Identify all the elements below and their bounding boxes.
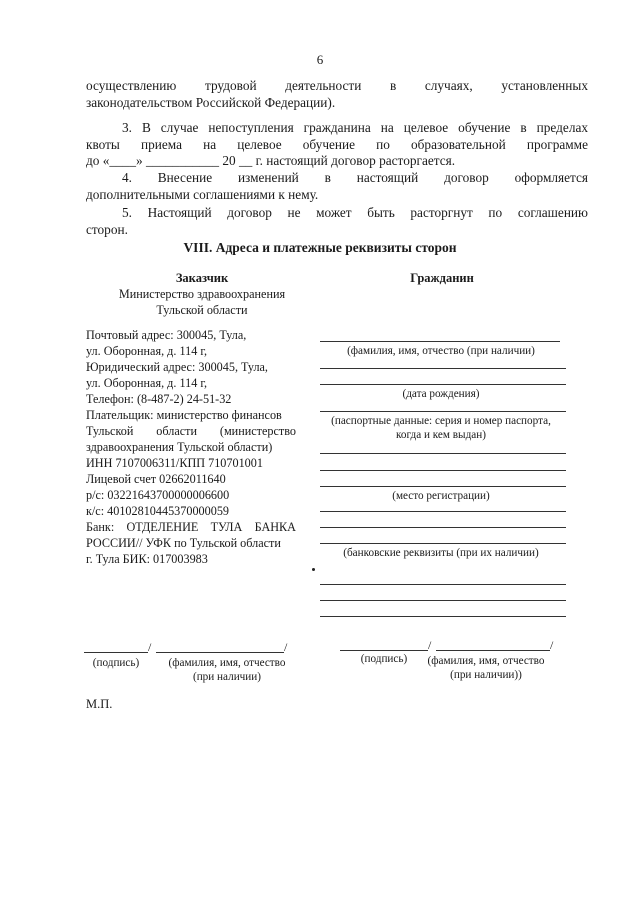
slash: / xyxy=(284,640,288,654)
blank-line xyxy=(320,453,566,454)
text-line: дополнительными соглашениями к нему. xyxy=(86,186,319,202)
customer-details xyxy=(86,327,296,567)
text-line: 3. В случае непоступления гражданина на целевое обучение в пределах xyxy=(122,120,588,135)
customer-org-line: Тульской области xyxy=(156,303,248,317)
registration-caption: (место регистрации) xyxy=(392,490,490,502)
customer-org-line: Министерство здравоохранения xyxy=(118,287,286,301)
customer-signature-caption: (подпись) xyxy=(92,657,140,669)
citizen-title: Гражданин xyxy=(410,271,474,285)
citizen-signature-line xyxy=(340,650,428,651)
customer-name-line xyxy=(156,652,284,653)
birthdate-line xyxy=(320,384,566,385)
blank-line xyxy=(320,616,566,617)
text-line: 4. Внесение изменений в настоящий договор оформляется xyxy=(122,170,588,185)
detail-line: Юридический адрес: 300045, Тула, xyxy=(86,360,268,374)
customer-org xyxy=(86,286,318,318)
detail-line: Тульской области (министерство xyxy=(86,424,296,438)
text-line: законодательством Российской Федерации). xyxy=(86,94,336,110)
blank-line xyxy=(320,368,566,369)
customer-name-caption xyxy=(160,656,294,684)
detail-line: ИНН 7107006311/КПП 710701001 xyxy=(86,456,263,470)
paragraph-4 xyxy=(86,170,588,203)
detail-line: Телефон: (8-487-2) 24-51-32 xyxy=(86,392,232,406)
blank-line xyxy=(320,511,566,512)
page-number: 6 xyxy=(316,52,324,67)
detail-line: Банк: ОТДЕЛЕНИЕ ТУЛА БАНКА xyxy=(86,520,296,534)
customer-signature-line xyxy=(84,652,148,653)
detail-line: р/с: 03221643700000006600 xyxy=(86,488,230,502)
blank-line xyxy=(320,600,566,601)
slash: / xyxy=(148,640,152,654)
paragraph-3 xyxy=(86,120,588,170)
text-line: квоты приема на целевое обучение по образовательной программе xyxy=(86,136,588,152)
caption-line: (при наличии) xyxy=(192,671,262,683)
citizen-signature-caption: (подпись) xyxy=(360,653,408,665)
stray-dot xyxy=(312,568,315,571)
detail-line: здравоохранения Тульской области) xyxy=(86,440,273,454)
paragraph-5 xyxy=(86,205,588,238)
text-line: сторон. xyxy=(86,221,128,237)
paragraph-continuation xyxy=(86,78,588,111)
fio-line xyxy=(320,341,560,342)
slash: / xyxy=(550,638,554,652)
bank-caption: (банковские реквизиты (при их наличии) xyxy=(343,547,539,559)
detail-line: Почтовый адрес: 300045, Тула, xyxy=(86,328,247,342)
registration-line xyxy=(320,486,566,487)
blank-line xyxy=(320,470,566,471)
text-line: до «____» ___________ 20 __ г. настоящий договор расторгается. xyxy=(86,153,456,168)
detail-line: РОССИИ// УФК по Тульской области xyxy=(86,536,281,550)
caption-line: (фамилия, имя, отчество xyxy=(427,655,545,667)
text-line: 5. Настоящий договор не может быть расторгнут по соглашению xyxy=(122,205,588,220)
section-heading: VIII. Адреса и платежные реквизиты сторон xyxy=(183,240,457,255)
citizen-name-caption xyxy=(416,654,556,682)
passport-line xyxy=(320,411,566,412)
passport-caption xyxy=(318,414,564,442)
detail-line: ул. Оборонная, д. 114 г, xyxy=(86,344,208,358)
slash: / xyxy=(428,638,432,652)
passport-caption-line: (паспортные данные: серия и номер паспорта, xyxy=(331,415,551,427)
detail-line: к/с: 40102810445370000059 xyxy=(86,504,230,518)
detail-line: Плательщик: министерство финансов xyxy=(86,408,282,422)
citizen-name-line xyxy=(436,650,550,651)
bank-line xyxy=(320,543,566,544)
blank-line xyxy=(320,527,566,528)
customer-title: Заказчик xyxy=(175,271,229,285)
stamp-place: М.П. xyxy=(86,697,113,711)
birthdate-caption: (дата рождения) xyxy=(402,388,480,400)
fio-caption: (фамилия, имя, отчество (при наличии) xyxy=(347,345,535,357)
caption-line: (фамилия, имя, отчество xyxy=(168,657,286,669)
passport-caption-line: когда и кем выдан) xyxy=(396,429,486,441)
detail-line: ул. Оборонная, д. 114 г, xyxy=(86,376,208,390)
text-line: осуществлению трудовой деятельности в случаях, установленных xyxy=(86,78,588,93)
detail-line: г. Тула БИК: 017003983 xyxy=(86,552,208,566)
detail-line: Лицевой счет 02662011640 xyxy=(86,472,226,486)
blank-line xyxy=(320,584,566,585)
caption-line: (при наличии)) xyxy=(450,669,522,681)
